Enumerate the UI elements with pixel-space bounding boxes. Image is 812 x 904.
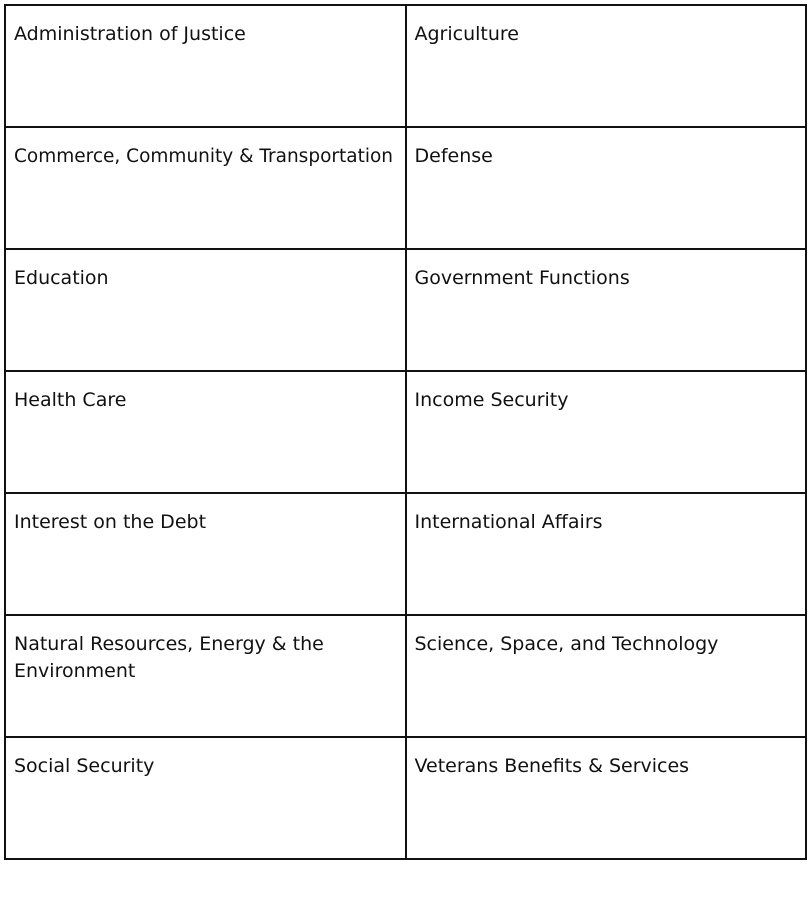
table-cell bbox=[406, 737, 807, 859]
cell-label: Interest on the Debt bbox=[14, 511, 207, 533]
cell-label: Veterans Benefits & Services bbox=[414, 755, 690, 777]
cell-label: Health Care bbox=[14, 389, 127, 411]
table-cell bbox=[5, 615, 406, 737]
table-cell bbox=[5, 5, 406, 127]
cell-label: Education bbox=[14, 267, 109, 289]
table-row bbox=[5, 371, 806, 493]
table-row bbox=[5, 127, 806, 249]
cell-label: Science, Space, and Technology bbox=[414, 633, 719, 655]
table-cell bbox=[5, 371, 406, 493]
table-cell bbox=[5, 249, 406, 371]
categories-table bbox=[4, 4, 807, 860]
table-cell bbox=[406, 5, 807, 127]
cell-label: Income Security bbox=[414, 389, 569, 411]
cell-label: Administration of Justice bbox=[14, 23, 246, 45]
table-row bbox=[5, 493, 806, 615]
table-row bbox=[5, 737, 806, 859]
cell-label: Social Security bbox=[14, 755, 155, 777]
table-cell bbox=[5, 737, 406, 859]
table-cell bbox=[406, 127, 807, 249]
table-cell bbox=[5, 493, 406, 615]
cell-label: Government Functions bbox=[414, 267, 630, 289]
cell-label: Commerce, Community & Transportation bbox=[14, 146, 394, 167]
table-row bbox=[5, 615, 806, 737]
table-cell bbox=[5, 127, 406, 249]
cell-label: International Affairs bbox=[414, 511, 603, 533]
table-cell bbox=[406, 371, 807, 493]
cell-label: Defense bbox=[414, 145, 493, 167]
cell-label: Natural Resources, Energy & the Environment bbox=[14, 633, 324, 682]
table-cell bbox=[406, 249, 807, 371]
table-cell bbox=[406, 615, 807, 737]
table-cell bbox=[406, 493, 807, 615]
table-row bbox=[5, 5, 806, 127]
table-row bbox=[5, 249, 806, 371]
cell-label: Agriculture bbox=[414, 23, 519, 45]
